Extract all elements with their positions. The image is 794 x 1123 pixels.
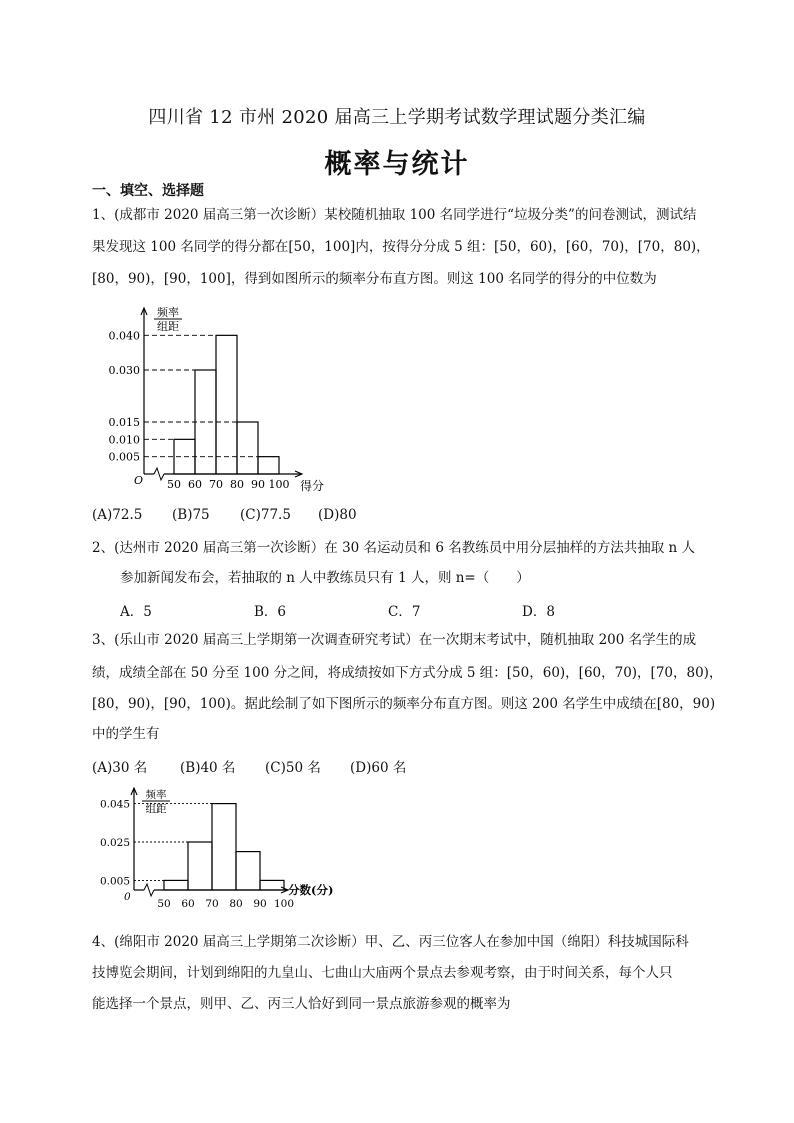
chart2-axis-break: [144, 884, 154, 896]
q1-option-c: (C)77.5: [240, 507, 291, 523]
chart1-xtick-label-5: 90: [251, 478, 265, 491]
chart2-xtick-label-6: 100: [273, 898, 295, 910]
chart2-bar-1: [164, 880, 188, 890]
q3-option-c: (C)50 名: [265, 760, 321, 776]
chart2-xtick-label-4: 80: [229, 898, 243, 910]
chart2-bar-5: [260, 880, 284, 890]
q4-line-3: 能选择一个景点，则甲、乙、丙三人恰好到同一景点旅游参观的概率为: [92, 996, 511, 1012]
chart2-origin: 0: [124, 891, 131, 903]
q2-option-a: A．5: [120, 604, 152, 620]
chart1-origin: O: [134, 474, 144, 487]
chart2-ytick-label-3: 0.005: [99, 875, 130, 888]
chart1-xlabel: 得分: [300, 479, 325, 493]
q2-option-c: C．7: [388, 604, 421, 620]
q3-line-2: 绩，成绩全部在 50 分至 100 分之间，将成绩按如下方式分成 5 组：[50，60)，[60，70)，[70，80)，: [92, 665, 723, 681]
chart1-xtick-label-3: 70: [209, 478, 223, 491]
q1-option-b: (B)75: [172, 507, 210, 523]
document-subtitle: 概率与统计: [324, 149, 470, 180]
q3-option-b: (B)40 名: [180, 760, 236, 776]
chart2-xtick-label-1: 50: [157, 898, 171, 910]
q3-option-d: (D)60 名: [350, 760, 407, 776]
q1-histogram: [92, 300, 352, 500]
q1-option-d: (D)80: [318, 507, 357, 523]
chart2-xtick-label-2: 60: [181, 898, 195, 910]
q2-line-2: 参加新闻发布会，若抽取的 n 人中教练员只有 1 人，则 n=（ ）: [120, 570, 530, 586]
q1-option-a: (A)72.5: [92, 507, 143, 523]
chart1-ylabel-bottom: 组距: [157, 320, 179, 333]
chart1-xtick-label-6: 100: [268, 478, 290, 491]
q3-histogram: [92, 782, 352, 922]
chart1-ytick-label-5: 0.005: [108, 450, 140, 464]
chart2-bar-3: [212, 804, 236, 890]
q2-option-d: D．8: [522, 604, 555, 620]
chart2-xlabel: 分数(分): [288, 883, 334, 897]
chart1-axis-break: [154, 468, 164, 480]
chart1-ylabel-top: 频率: [157, 306, 179, 319]
chart1-ytick-label-3: 0.015: [108, 416, 140, 429]
q3-line-4: 中的学生有: [92, 726, 160, 742]
chart1-ytick-label-1: 0.040: [108, 329, 140, 343]
chart2-xtick-label-5: 90: [253, 898, 267, 910]
chart1-ytick-label-4: 0.010: [108, 433, 140, 447]
q3-line-1: 3、(乐山市 2020 届高三上学期第一次调查研究考试）在一次期末考试中，随机抽取 200 名学生的成: [92, 632, 697, 648]
chart2-bar-2: [188, 842, 212, 890]
chart1-bar-4: [237, 422, 258, 474]
chart2-xtick-label-3: 70: [205, 898, 219, 910]
chart2-ylabel-bottom: 组距: [145, 803, 167, 815]
chart2-bar-4: [236, 852, 260, 890]
q3-line-3: [80，90)，[90，100)。据此绘制了如下图所示的频率分布直方图。则这 200 名学生中成绩在[80，90): [92, 696, 716, 712]
q1-line-3: [80，90)，[90，100]，得到如图所示的频率分布直方图。则这 100 名同学的得分的中位数为: [92, 271, 657, 287]
chart1-xtick-label-4: 80: [230, 478, 244, 491]
q4-line-2: 技博览会期间，计划到绵阳的九皇山、七曲山大庙两个景点去参观考察，由于时间关系，每个人只: [92, 965, 673, 981]
chart1-bar-5: [258, 457, 279, 474]
q2-option-b: B．6: [254, 604, 287, 620]
chart2-ytick-label-2: 0.025: [99, 837, 130, 849]
chart1-ytick-label-2: 0.030: [108, 364, 140, 377]
q1-line-2: 果发现这 100 名同学的得分都在[50，100]内，按得分分成 5 组：[50，60)，[60，70)，[70，80)，: [92, 239, 710, 255]
q3-option-a: (A)30 名: [92, 760, 148, 776]
chart2-ylabel-top: 频率: [145, 789, 167, 801]
chart2-ytick-label-1: 0.045: [99, 798, 130, 811]
chart1-bar-3: [216, 335, 237, 474]
section-heading: 一、填空、选择题: [92, 183, 204, 199]
document-title: 四川省 12 市州 2020 届高三上学期考试数学理试题分类汇编: [148, 107, 646, 128]
chart1-xtick-label-2: 60: [188, 478, 202, 491]
q2-line-1: 2、(达州市 2020 届高三第一次诊断）在 30 名运动员和 6 名教练员中用分层抽样的方法共抽取 n 人: [92, 540, 696, 556]
chart1-xtick-label-1: 50: [167, 478, 181, 491]
q1-line-1: 1、(成都市 2020 届高三第一次诊断）某校随机抽取 100 名同学进行“垃圾分类”的问卷测试，测试结: [92, 207, 697, 223]
q4-line-1: 4、(绵阳市 2020 届高三上学期第二次诊断）甲、乙、丙三位客人在参加中国（绵阳）科技城国际科: [92, 934, 689, 950]
